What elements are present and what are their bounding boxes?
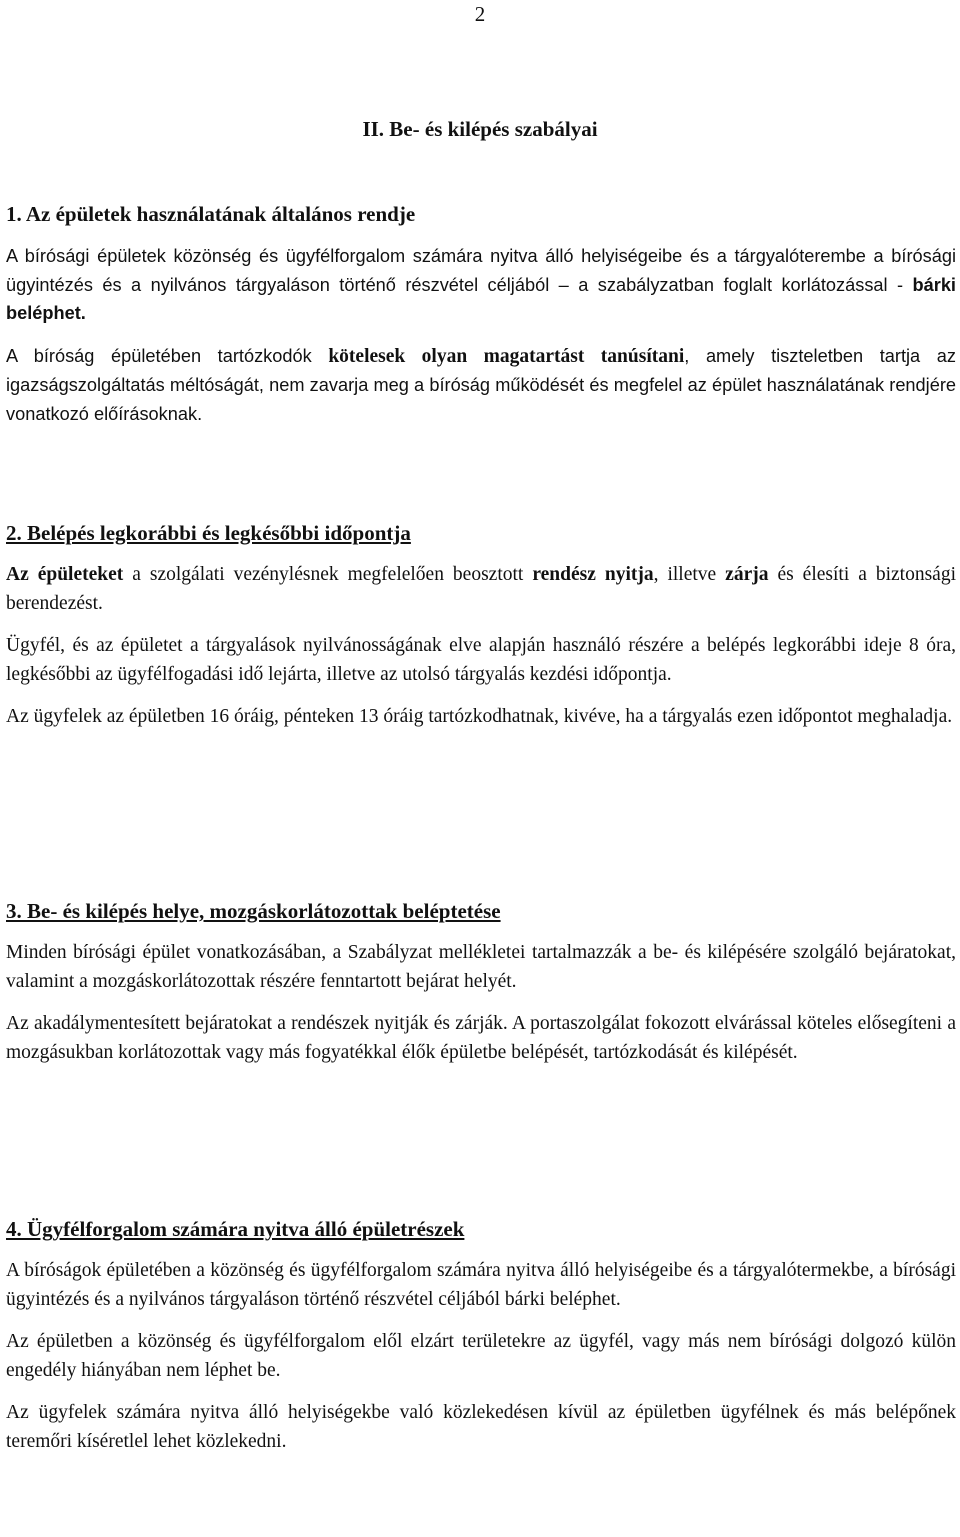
section-4 [6, 1215, 956, 1457]
section-2-p1-d: , illetve [653, 564, 726, 585]
section-2 [6, 519, 956, 732]
section-3 [6, 897, 956, 1067]
section-2-heading: 2. Belépés legkorábbi és legkésőbbi időpontja [6, 521, 411, 545]
section-3-paragraph-2: Az akadálymentesített bejáratokat a rendészek nyitják és zárják. A portaszolgálat fokozott elvárással köteles elősegíteni a mozgásukban korlátozottak vagy más fogyatékkal élők épületbe belépését, tartózkodását és kilépését. [6, 1013, 956, 1063]
section-3-paragraph-1: Minden bírósági épület vonatkozásában, a Szabályzat mellékletei tartalmazzák a be- és kilépésére szolgáló bejáratokat, valamint a mozgáskorlátozottak részére fenntartott bejárat helyét. [6, 942, 956, 992]
chapter-title: II. Be- és kilépés szabályai [362, 117, 598, 141]
section-2-p1-c: rendész nyitja [532, 564, 654, 585]
section-1-p1-bold: bárki beléphet. [6, 274, 956, 324]
section-2-p1-f: és élesíti a biztonsági berendezést. [6, 564, 957, 614]
section-2-p1-e: zárja [725, 564, 769, 585]
section-2-p1-b: a szolgálati vezénylésnek megfelelően beosztott [123, 564, 533, 585]
section-2-paragraph-2: Ügyfél, és az épületet a tárgyalások nyilvánosságának elve alapján használó részére a belépés legkorábbi ideje 8 óra, legkésőbbi az ügyfélfogadási idő lejárta, illetve az utolsó tárgyalás kezdési időpontja. [6, 635, 956, 685]
section-4-paragraph-1: A bíróságok épületében a közönség és ügyfélforgalom számára nyitva álló helyiségeibe és a tárgyalótermekbe, a bírósági ügyintézés és a nyilvános tárgyaláson történő részvétel céljából bárki beléphet. [6, 1260, 956, 1310]
section-1-paragraph-2 [6, 342, 956, 429]
section-2-paragraph-3: Az ügyfelek az épületben 16 óráig, pénteken 13 óráig tartózkodhatnak, kivéve, ha a tárgyalás ezen időpontot meghaladja. [6, 706, 953, 728]
section-4-paragraph-3: Az ügyfelek számára nyitva álló helyiségekbe való közlekedésen kívül az épületben ügyfélnek és más belépőnek teremőri kíséretlel lehet közlekedni. [6, 1402, 956, 1452]
section-1-p2-a: A bíróság épületében tartózkodók [6, 345, 329, 366]
section-4-paragraph-2: Az épületben a közönség és ügyfélforgalom elől elzárt területekre az ügyfél, vagy más nem bírósági dolgozó külön engedély hiányában nem léphet be. [6, 1331, 956, 1381]
section-1-p2-b: kötelesek olyan magatartást tanúsítani [328, 345, 685, 367]
section-1-heading: 1. Az épületek használatának általános rendje [6, 202, 416, 226]
section-3-heading: 3. Be- és kilépés helye, mozgáskorlátozottak beléptetése [6, 899, 501, 923]
section-2-paragraph-1 [6, 561, 956, 618]
section-2-p1-a: Az épületeket [6, 564, 124, 585]
section-1 [6, 200, 956, 429]
section-1-p2-c: , amely tiszteletben tartja az igazságszolgáltatás méltóságát, nem zavarja meg a bíróság működését és megfelel az épület használatának rendjére vonatkozó előírásoknak. [6, 345, 956, 424]
page-number: 2 [474, 2, 486, 26]
section-1-p1-text: A bírósági épületek közönség és ügyfélforgalom számára nyitva álló helyiségeibe és a tárgyalóterembe a bírósági ügyintézés és a nyilvános tárgyaláson történő részvétel céljából – a szabályzatban foglalt korlátozással - [6, 246, 956, 295]
section-1-paragraph-1 [6, 242, 956, 328]
section-4-heading: 4. Ügyfélforgalom számára nyitva álló épületrészek [6, 1217, 465, 1241]
